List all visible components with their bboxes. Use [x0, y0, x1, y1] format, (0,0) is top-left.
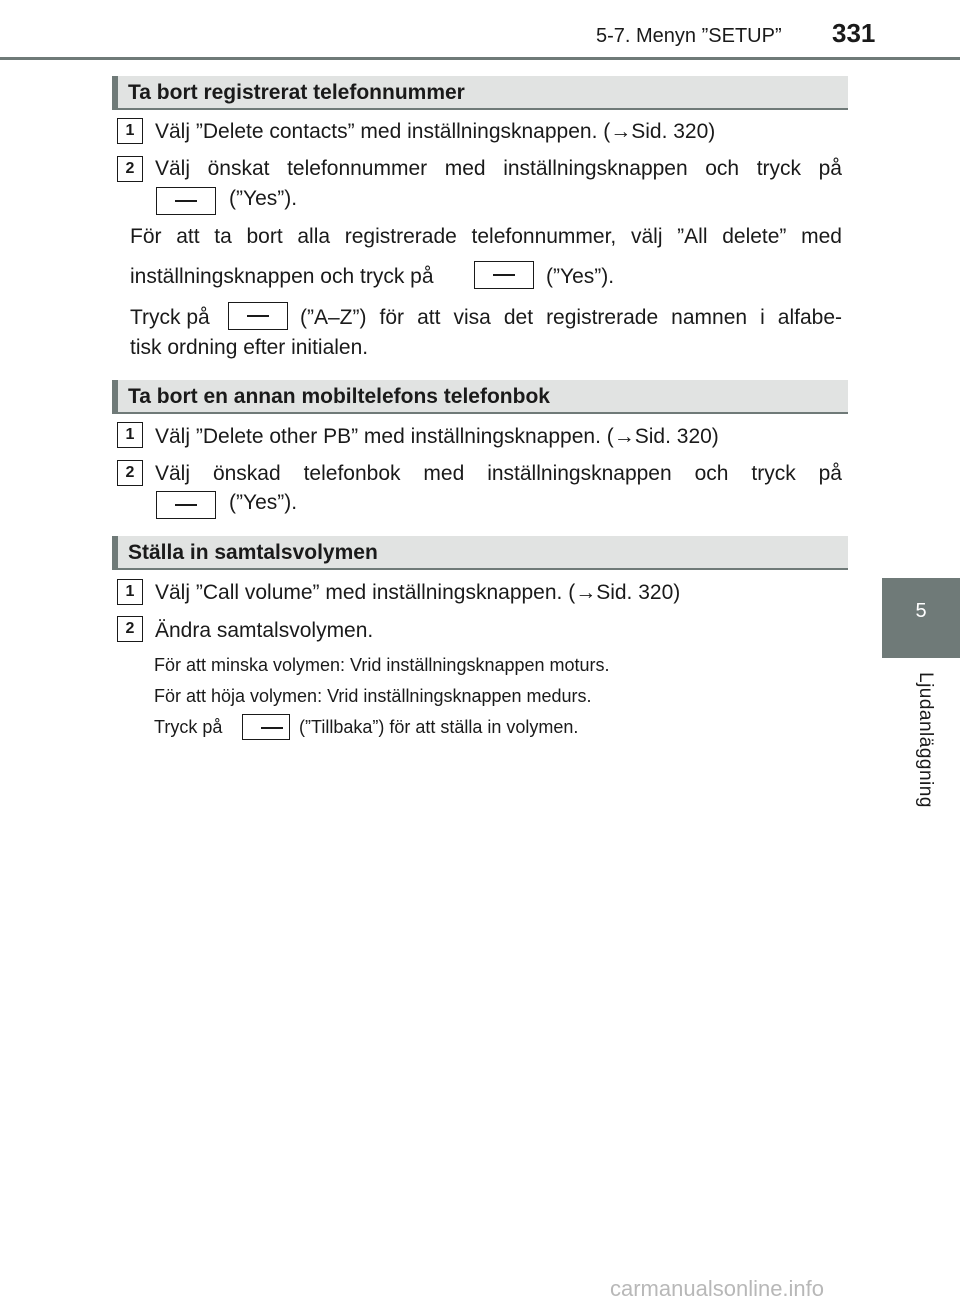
section-heading-call-volume [112, 536, 848, 570]
step-text: Välj ”Delete other PB” med inställningsknappen. (→Sid. 320) [155, 425, 719, 448]
section-title: Ta bort registrerat telefonnummer [128, 81, 465, 104]
note-text: inställningsknappen och tryck på [130, 265, 434, 288]
note-text: För att höja volymen: Vrid inställningsknappen medurs. [154, 686, 592, 706]
chapter-label: Ljudanläggning [915, 672, 936, 808]
back-button-symbol [242, 714, 290, 740]
yes-button-symbol [156, 491, 216, 519]
note-text: För att minska volymen: Vrid inställningsknappen moturs. [154, 655, 610, 675]
note-text: För att ta bort alla registrerade telefonnummer, välj ”All delete” med [130, 225, 842, 248]
chapter-tab [882, 578, 960, 658]
note-text: tisk ordning efter initialen. [130, 336, 369, 359]
step-text-cont: (”Yes”). [229, 491, 298, 514]
page-number: 331 [832, 18, 876, 48]
header-divider [0, 57, 960, 60]
step-text-cont: (”Yes”). [229, 187, 298, 210]
yes-button-symbol [474, 261, 534, 289]
section-heading-delete-number [112, 76, 848, 110]
note-text: Tryck på [130, 306, 210, 329]
watermark: carmanualsonline.info [610, 1276, 825, 1301]
note-text: Tryck på [154, 717, 223, 737]
note-text: (”A–Z”) för att visa det registrerade namnen i alfabe- [300, 306, 842, 329]
a-z-button-symbol [228, 302, 288, 330]
chapter-number: 5 [915, 600, 927, 622]
note-text-cont: (”Yes”). [546, 265, 615, 288]
step-badge: 1 [117, 118, 143, 144]
step-badge: 1 [117, 579, 143, 605]
step-text: Välj önskat telefonnummer med inställningsknappen och tryck på [155, 157, 842, 180]
section-title: Ta bort en annan mobiltelefons telefonbok [128, 385, 550, 408]
section-reference: 5-7. Menyn ”SETUP” [596, 25, 782, 47]
section-heading-delete-phonebook [112, 380, 848, 414]
step-badge: 2 [117, 616, 143, 642]
yes-button-symbol [156, 187, 216, 215]
step-badge: 2 [117, 460, 143, 486]
step-badge: 2 [117, 156, 143, 182]
step-text: Välj ”Call volume” med inställningsknappen. (→Sid. 320) [155, 581, 681, 604]
section-title: Ställa in samtalsvolymen [128, 541, 378, 564]
step-text: Välj önskad telefonbok med inställningsknappen och tryck på [155, 462, 842, 485]
note-text-cont: (”Tillbaka”) för att ställa in volymen. [299, 717, 579, 737]
step-text: Ändra samtalsvolymen. [155, 619, 374, 642]
step-badge: 1 [117, 422, 143, 448]
step-text: Välj ”Delete contacts” med inställningsknappen. (→Sid. 320) [155, 120, 716, 143]
